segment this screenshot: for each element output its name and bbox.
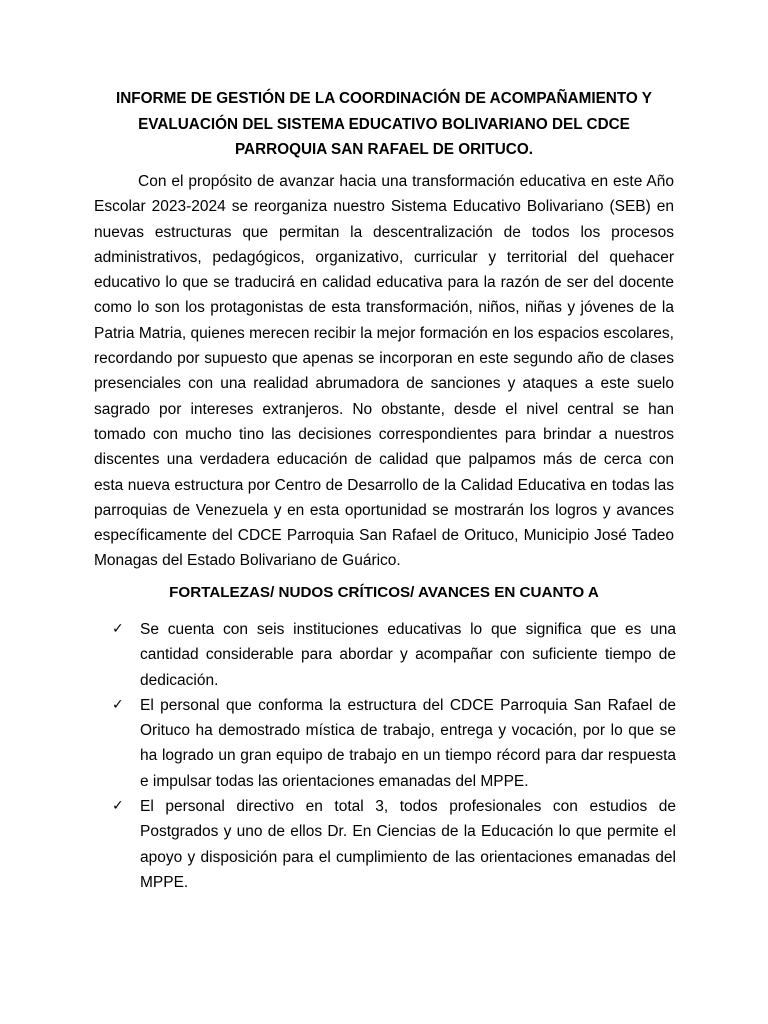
title-line: INFORME DE GESTIÓN DE LA COORDINACIÓN DE ACOMPAÑAMIENTO Y <box>116 90 652 107</box>
section-heading: FORTALEZAS/ NUDOS CRÍTICOS/ AVANCES EN CUANTO A <box>169 584 599 601</box>
intro-paragraph: Con el propósito de avanzar hacia una transformación educativa en este Año Escolar 2023-2024 se reorganiza nuestro Sistema Educativo Bolivariano (SEB) en nuevas estructuras que permitan la descentralización de todos los procesos administrativos, pedagógicos, organizativo, curricular y territorial del quehacer educativo lo que se traducirá en calidad educativa para la razón de ser del docente como lo son los protagonistas de esta transformación, niños, niñas y jóvenes de la Patria Matria, quienes merecen recibir la mejor formación en los espacios escolares, recordando por supuesto que apenas se incorporan en este segundo año de clases presenciales con una realidad abrumadora de sanciones y ataques a este suelo sagrado por intereses extranjeros. No obstante, desde el nivel central se han tomado con mucho tino las decisiones correspondientes para brindar a nuestros discentes una verdadera educación de calidad que palpamos más de cerca con esta nueva estructura por Centro de Desarrollo de la Calidad Educativa en todas las parroquias de Venezuela y en esta oportunidad se mostrarán los logros y avances específicamente del CDCE Parroquia San Rafael de Orituco, Municipio José Tadeo Monagas del Estado Bolivariano de Guárico. <box>94 173 674 570</box>
bullet-list <box>110 617 676 895</box>
list-item-text: El personal que conforma la estructura del CDCE Parroquia San Rafael de Orituco ha demostrado mística de trabajo, entrega y vocación, por lo que se ha logrado un gran equipo de trabajo en un tiempo récord para dar respuesta e impulsar todas las orientaciones emanadas del MPPE. <box>140 696 676 790</box>
document-title <box>92 86 676 163</box>
title-line: EVALUACIÓN DEL SISTEMA EDUCATIVO BOLIVARIANO DEL CDCE <box>138 115 630 133</box>
check-icon: ✓ <box>112 696 124 713</box>
list-item <box>110 794 676 895</box>
list-item <box>110 617 676 693</box>
list-item-text: El personal directivo en total 3, todos profesionales con estudios de Postgrados y uno de ellos Dr. En Ciencias de la Educación lo que permite el apoyo y disposición para el cumplimiento de las orientaciones emanadas del MPPE. <box>140 798 676 891</box>
title-line: PARROQUIA SAN RAFAEL DE ORITUCO. <box>234 141 534 158</box>
check-icon: ✓ <box>112 621 124 637</box>
check-icon: ✓ <box>112 798 124 815</box>
list-item-text: Se cuenta con seis instituciones educativas lo que significa que es una cantidad considerable para abordar y acompañar con suficiente tiempo de dedicación. <box>140 621 676 689</box>
list-item <box>110 693 676 794</box>
